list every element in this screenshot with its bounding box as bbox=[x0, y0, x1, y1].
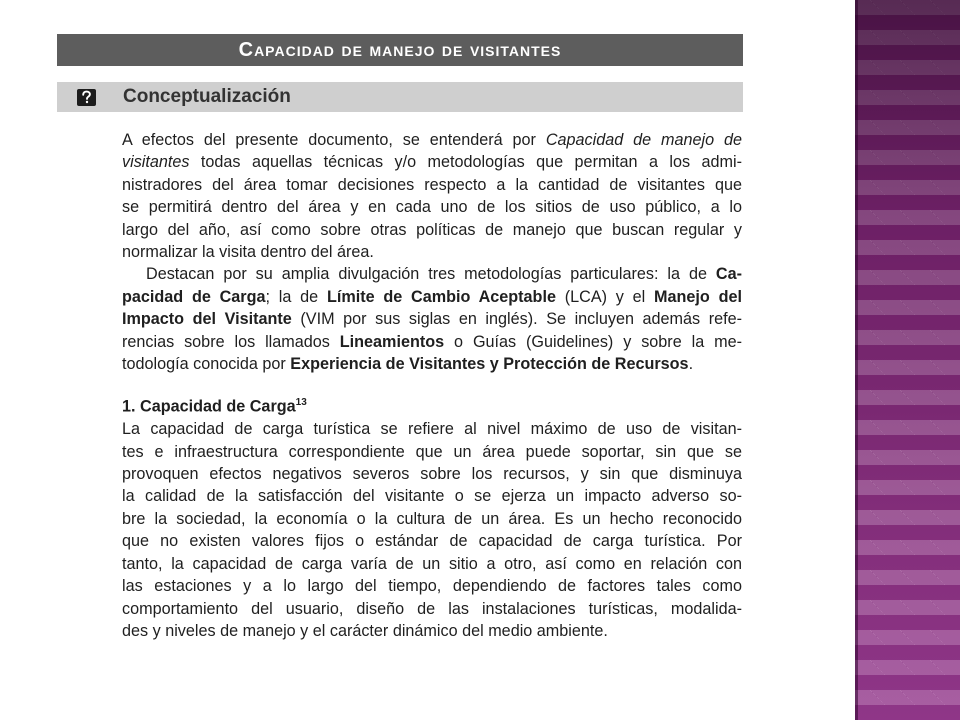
subsection-heading bbox=[122, 392, 742, 418]
text-run: A efectos del presente documento, se entenderá por bbox=[122, 131, 546, 149]
text-line: comportamiento del usuario, diseño de las instalaciones turísticas, modalida- bbox=[122, 599, 742, 618]
text-italic: visitantes bbox=[122, 153, 190, 172]
text-line: las estaciones y a lo largo del tiempo, dependiendo de factores tales como bbox=[122, 577, 742, 596]
text-line bbox=[122, 331, 742, 353]
text-line: La capacidad de carga turística se refiere al nivel máximo de uso de visitan- bbox=[122, 420, 742, 439]
text-run: rencias sobre los llamados bbox=[122, 332, 340, 351]
text-line: tes e infraestructura correspondiente que un área puede soportar, sin que se bbox=[122, 442, 742, 461]
section-header-bar bbox=[57, 82, 743, 112]
text-bold: Impacto del Visitante bbox=[122, 310, 292, 329]
text-line: largo del año, así como sobre otras políticas de manejo que buscan regular y bbox=[122, 220, 742, 239]
subsection-title: 1. Capacidad de Carga bbox=[122, 397, 296, 416]
text-run: o Guías (Guidelines) y sobre la me- bbox=[444, 332, 742, 351]
text-line bbox=[122, 263, 742, 285]
document-title: Capacidad de manejo de visitantes bbox=[238, 38, 562, 61]
text-line: nistradores del área tomar decisiones respecto a la cantidad de visitantes que bbox=[122, 175, 742, 194]
text-bold: Ca- bbox=[715, 265, 742, 284]
text-run: Destacan por su amplia divulgación tres metodologías particulares: la de bbox=[146, 265, 716, 284]
text-line: tanto, la capacidad de carga varía de un sitio a otro, así como en relación con bbox=[122, 554, 742, 573]
text-line: bre la sociedad, la economía o la cultura de un área. Es un hecho reconocido bbox=[122, 509, 742, 528]
text-run: todas aquellas técnicas y/o metodologías que permitan a los admi- bbox=[189, 153, 742, 172]
text-bold: Experiencia de Visitantes y Protección de Recursos bbox=[290, 355, 689, 374]
text-bold: Lineamientos bbox=[339, 332, 445, 351]
text-line: provoquen efectos negativos severos sobre los recursos, y sin que disminuya bbox=[122, 465, 742, 484]
text-line: se permitirá dentro del área y en cada uno de los sitios de uso público, a lo bbox=[122, 198, 742, 217]
text-bold: Límite de Cambio Aceptable bbox=[326, 287, 556, 306]
text-run: (LCA) y el bbox=[555, 287, 655, 306]
paragraph-conceptualization bbox=[122, 129, 742, 263]
text-line: des y niveles de manejo y el carácter dinámico del medio ambiente. bbox=[122, 621, 608, 640]
document-body bbox=[122, 129, 742, 642]
text-bold: pacidad de Carga bbox=[122, 287, 266, 306]
question-mark-icon bbox=[77, 89, 96, 106]
text-line: normalizar la visita dentro del área. bbox=[122, 243, 374, 262]
text-bold: Manejo del bbox=[654, 287, 742, 306]
text-line bbox=[122, 308, 742, 330]
text-line bbox=[122, 353, 742, 375]
footnote-marker: 13 bbox=[295, 397, 307, 409]
paragraph-gap bbox=[122, 375, 742, 392]
section-title: Conceptualización bbox=[123, 86, 291, 107]
decorative-side-pattern bbox=[855, 0, 960, 720]
text-line bbox=[122, 151, 742, 173]
text-line bbox=[122, 286, 742, 308]
paragraph-methodologies bbox=[122, 263, 742, 375]
text-run: todología conocida por bbox=[122, 355, 291, 374]
document-title-bar bbox=[57, 34, 743, 66]
text-line bbox=[122, 129, 742, 151]
paragraph-carrying-capacity bbox=[122, 418, 742, 642]
text-run: (VIM por sus siglas en inglés). Se incluyen además refe- bbox=[291, 310, 742, 329]
text-line: la calidad de la satisfacción del visitante o se ejerza un impacto adverso so- bbox=[122, 487, 742, 506]
text-run: ; la de bbox=[265, 287, 327, 306]
text-run: . bbox=[688, 355, 694, 374]
text-italic: Capacidad de manejo de bbox=[545, 131, 742, 149]
text-line: que no existen valores fijos o estándar de capacidad de carga turística. Por bbox=[122, 532, 742, 551]
